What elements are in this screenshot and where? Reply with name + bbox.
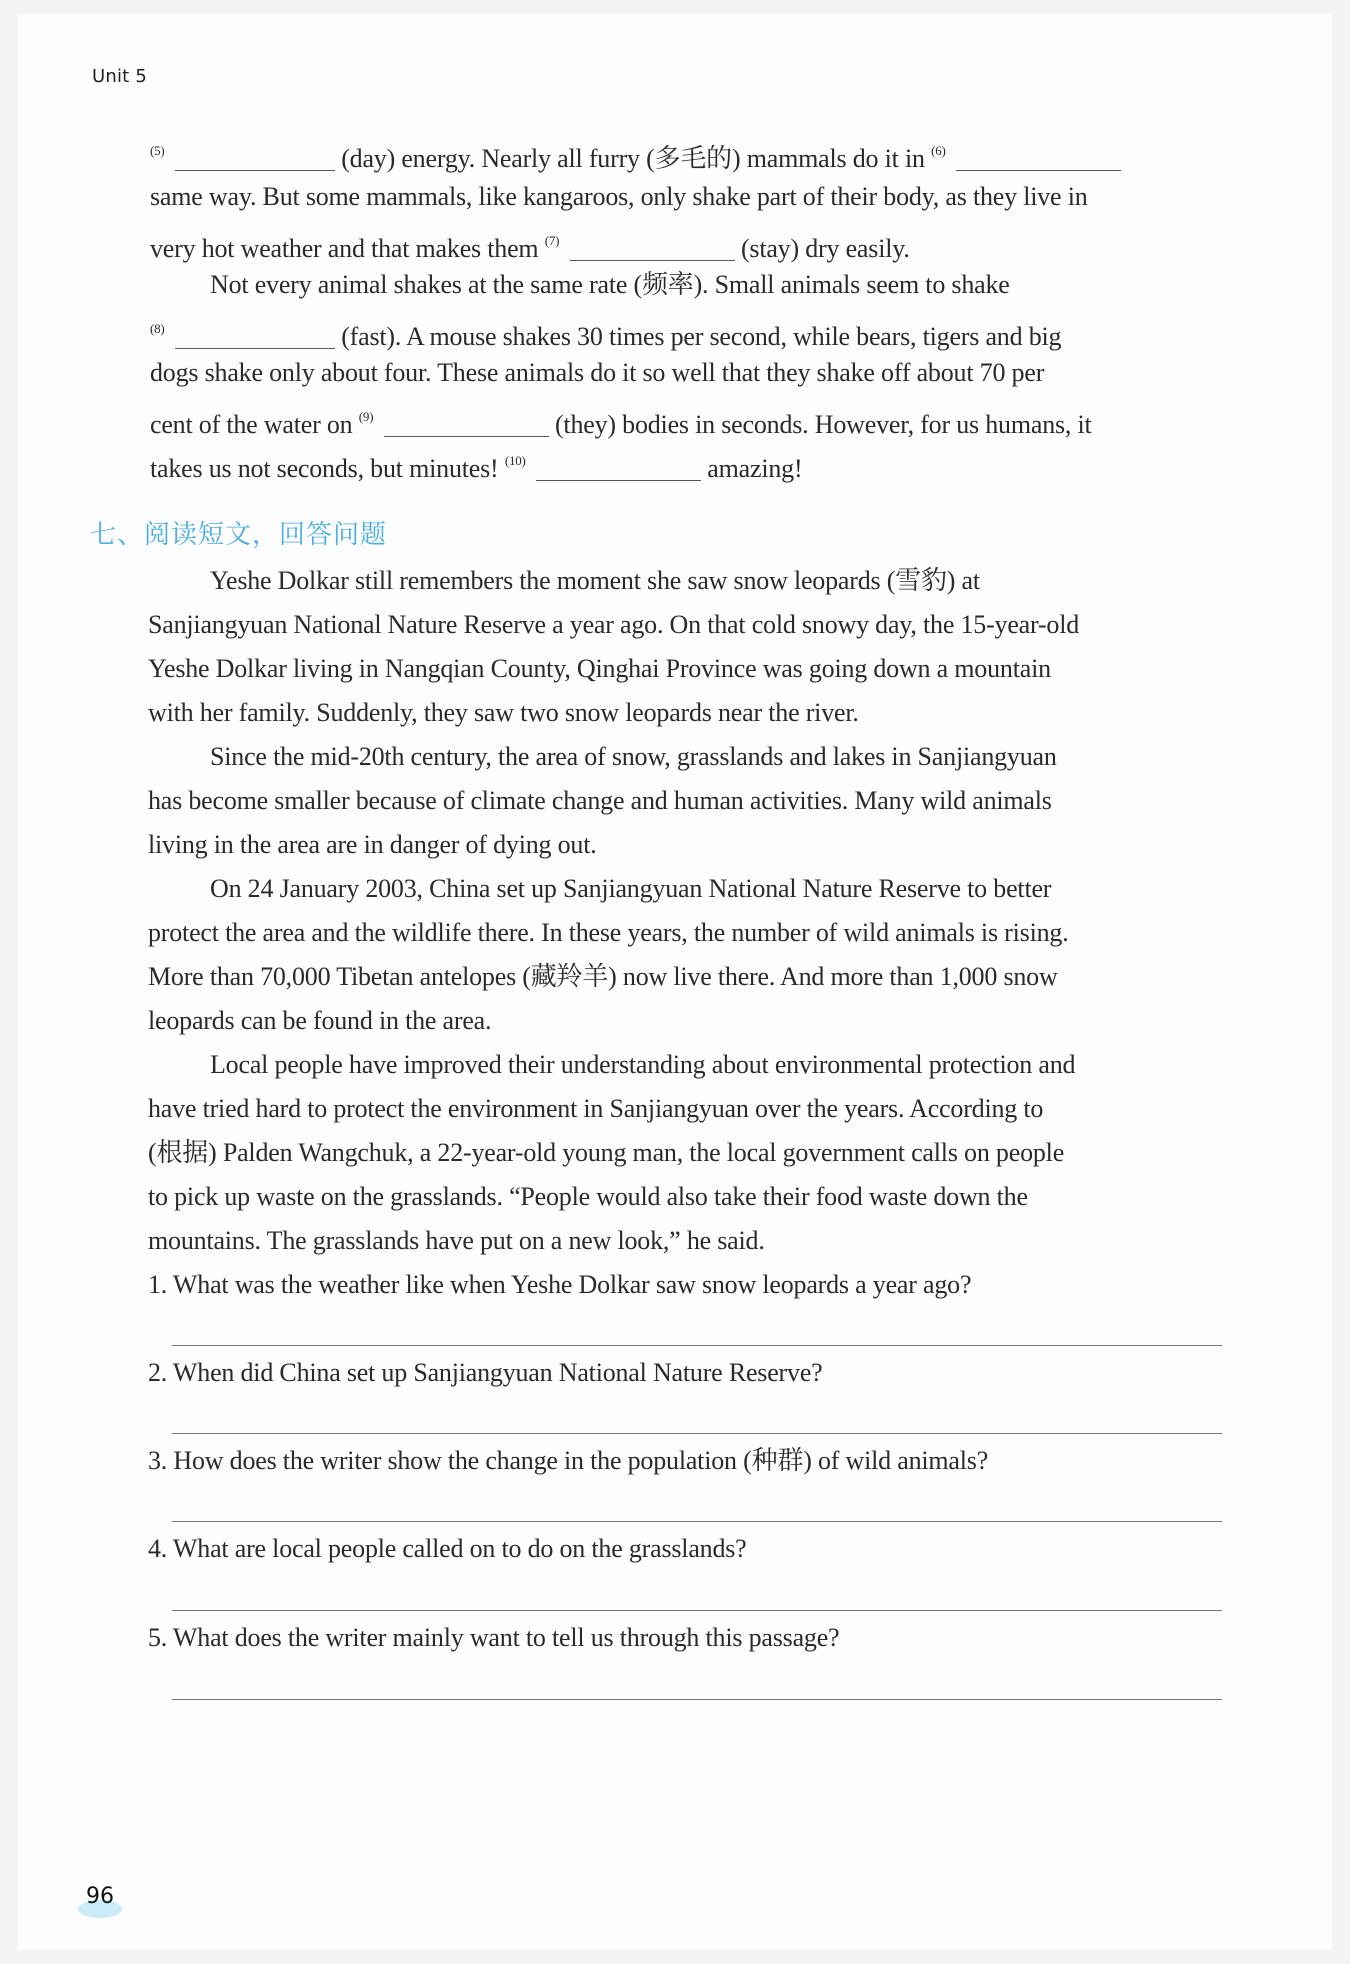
passage-line: Sanjiangyuan National Nature Reserve a year ago. On that cold snowy day, the 15-year-old (148, 610, 1080, 639)
passage-line: living in the area are in danger of dying out. (148, 830, 597, 859)
answer-line-2[interactable] (172, 1433, 1222, 1434)
question-3: 3. How does the writer show the change in the population (种群) of wild animals? (148, 1446, 989, 1475)
passage-line: with her family. Suddenly, they saw two snow leopards near the river. (148, 698, 859, 727)
cloze-line-5: $^{(8)}$ (fast). A mouse shakes 30 times per second, while bears, tigers and big (150, 321, 1062, 351)
answer-line-1[interactable] (172, 1345, 1222, 1346)
passage-line: (根据) Palden Wangchuk, a 22-year-old young man, the local government calls on people (148, 1138, 1065, 1167)
cloze-line-3: very hot weather and that makes them $^{(7)}$ (stay) dry easily. (150, 233, 910, 263)
answer-line-3[interactable] (172, 1521, 1222, 1522)
question-1: 1. What was the weather like when Yeshe Dolkar saw snow leopards a year ago? (148, 1270, 972, 1299)
blank-9[interactable] (384, 412, 549, 437)
passage-line: leopards can be found in the area. (148, 1006, 492, 1035)
cloze-line-1: $^{(5)}$ (day) energy. Nearly all furry (多毛的) mammals do it in $^{(6)}$ (150, 136, 1121, 174)
question-2: 2. When did China set up Sanjiangyuan National Nature Reserve? (148, 1358, 823, 1387)
cloze-line-4: Not every animal shakes at the same rate (频率). Small animals seem to shake (210, 270, 1010, 299)
passage-line: has become smaller because of climate change and human activities. Many wild animals (148, 786, 1052, 815)
blank-8[interactable] (175, 324, 335, 349)
blank-number: (5) (150, 143, 165, 158)
passage-line: Yeshe Dolkar still remembers the moment she saw snow leopards (雪豹) at (210, 566, 980, 595)
cloze-line-6: dogs shake only about four. These animals do it so well that they shake off about 70 per (150, 358, 1045, 387)
question-5: 5. What does the writer mainly want to tell us through this passage? (148, 1623, 840, 1652)
answer-line-4[interactable] (172, 1610, 1222, 1611)
blank-7[interactable] (570, 236, 735, 261)
blank-5[interactable] (175, 146, 335, 171)
section-title: 七、阅读短文，回答问题 (90, 520, 388, 550)
passage-line: mountains. The grasslands have put on a new look,” he said. (148, 1226, 765, 1255)
blank-6[interactable] (956, 146, 1121, 171)
passage-line: More than 70,000 Tibetan antelopes (藏羚羊) now live there. And more than 1,000 snow (148, 962, 1058, 991)
passage-line: On 24 January 2003, China set up Sanjiangyuan National Nature Reserve to better (210, 874, 1052, 903)
blank-number: (6) (931, 143, 946, 158)
passage-line: protect the area and the wildlife there. In these years, the number of wild animals is rising. (148, 918, 1069, 947)
cloze-line-7: cent of the water on $^{(9)}$ (they) bodies in seconds. However, for us humans, it (150, 409, 1092, 439)
unit-label: Unit 5 (92, 66, 148, 87)
page-number: 96 (86, 1884, 114, 1909)
answer-line-5[interactable] (172, 1699, 1222, 1700)
passage-line: Local people have improved their understanding about environmental protection and (210, 1050, 1076, 1079)
question-4: 4. What are local people called on to do on the grasslands? (148, 1534, 747, 1563)
passage-line: have tried hard to protect the environment in Sanjiangyuan over the years. According to (148, 1094, 1044, 1123)
blank-number: (8) (150, 321, 165, 336)
passage-line: Yeshe Dolkar living in Nangqian County, Qinghai Province was going down a mountain (148, 654, 1051, 683)
cloze-line-2: same way. But some mammals, like kangaroos, only shake part of their body, as they live in (150, 182, 1088, 211)
blank-number: (7) (544, 233, 560, 248)
passage-line: Since the mid-20th century, the area of snow, grasslands and lakes in Sanjiangyuan (210, 742, 1057, 771)
blank-number: (9) (358, 409, 374, 424)
blank-number: (10) (504, 453, 526, 468)
cloze-line-8: takes us not seconds, but minutes! $^{(10)}$ amazing! (150, 453, 803, 483)
passage-line: to pick up waste on the grasslands. “People would also take their food waste down the (148, 1182, 1028, 1211)
blank-10[interactable] (536, 456, 701, 481)
